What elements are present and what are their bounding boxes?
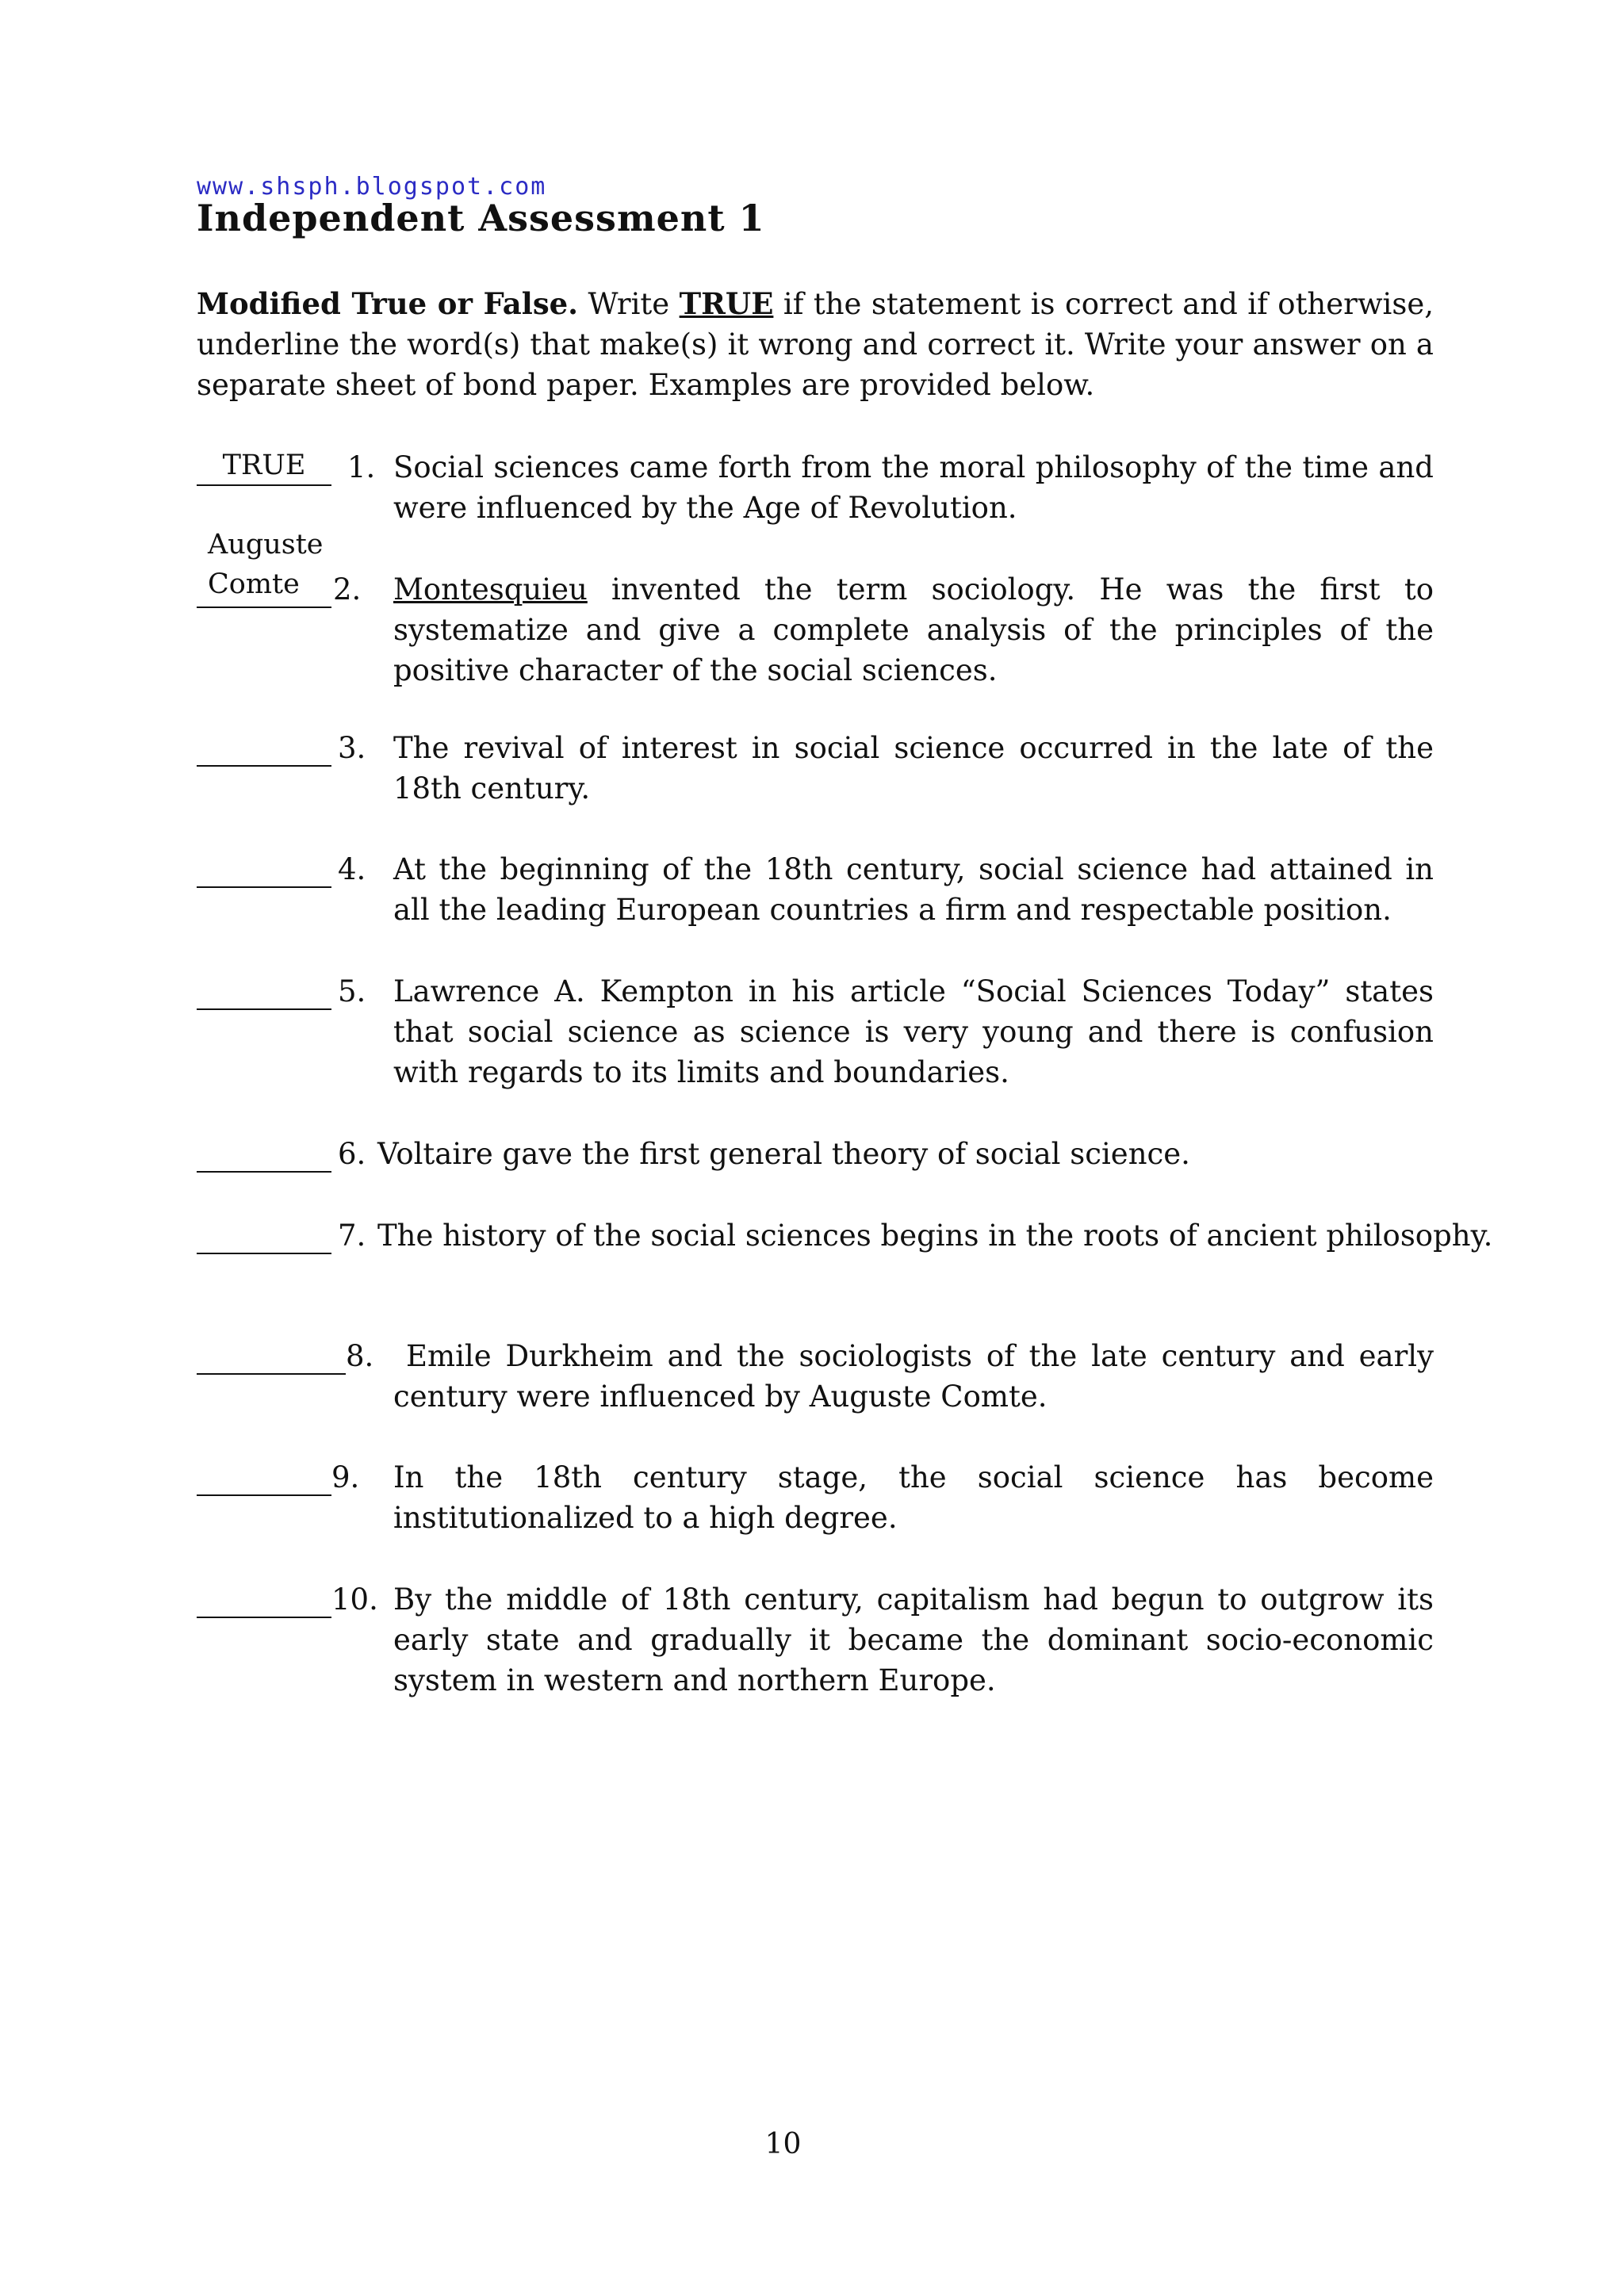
page-number: 10 xyxy=(764,2128,802,2160)
answer-line-1: Auguste xyxy=(208,529,324,561)
question-text-4: At the beginning of the 18th century, social science had attained in all the leading European countries a firm and respectable position. xyxy=(393,852,1434,927)
underlined-word: Montesquieu xyxy=(393,572,588,607)
question-text-7: The history of the social sciences begins in the roots of ancient philosophy. xyxy=(377,1219,1493,1253)
question-item-3 xyxy=(197,728,1434,809)
answer-blank-1: TRUE xyxy=(197,447,331,486)
answer-blank-3 xyxy=(197,728,331,767)
question-text-8: Emile Durkheim and the sociologists of the late century and early century were influenced by Auguste Comte. xyxy=(393,1339,1434,1414)
question-number-6: 6. xyxy=(338,1137,366,1171)
answer-blank-10 xyxy=(197,1579,331,1618)
question-number-5: 5. xyxy=(338,974,366,1008)
answer-blank-2 xyxy=(197,580,331,608)
question-item-4 xyxy=(197,849,1434,930)
instructions-part1: Write xyxy=(578,287,680,321)
site-url[interactable]: www.shsph.blogspot.com xyxy=(197,173,547,201)
question-number-10: 10. xyxy=(331,1582,378,1617)
question-text-9: In the 18th century stage, the social science has become institutionalized to a high degree. xyxy=(393,1460,1434,1535)
question-text-3: The revival of interest in social science occurred in the late of the 18th century. xyxy=(393,731,1434,806)
question-number-4: 4. xyxy=(338,852,366,886)
answer-blank-5 xyxy=(197,971,331,1010)
instructions xyxy=(197,284,1434,405)
question-item-7 xyxy=(197,1215,1493,1256)
question-item-1 xyxy=(197,447,1434,528)
question-text-5: Lawrence A. Kempton in his article “Social Sciences Today” states that social science as science is very young and there is confusion with regards to its limits and boundaries. xyxy=(393,974,1434,1089)
instructions-part2: if the statement is correct and if otherwise, underline the word(s) that make(s) it wrong and correct it. Write your answer on a separate sheet of bond paper. Examples are provided below. xyxy=(197,287,1434,402)
question-text-6: Voltaire gave the first general theory of social science. xyxy=(377,1137,1190,1171)
question-item-10 xyxy=(197,1579,1434,1701)
question-number-2: 2. xyxy=(333,572,362,607)
question-number-7: 7. xyxy=(338,1219,366,1253)
question-text-10: By the middle of 18th century, capitalism had begun to outgrow its early state and gradually it became the dominant socio-economic system in western and northern Europe. xyxy=(393,1582,1434,1697)
instructions-lead: Modified True or False. xyxy=(197,286,579,321)
answer-blank-7 xyxy=(197,1215,331,1254)
page-title: Independent Assessment 1 xyxy=(197,197,765,239)
question-item-8 xyxy=(197,1336,1434,1417)
answer-line-2: Comte xyxy=(208,568,300,600)
answer-blank-9 xyxy=(197,1457,331,1496)
answer-blank-6 xyxy=(197,1134,331,1173)
answer-blank-4 xyxy=(197,849,331,888)
question-text-1: Social sciences came forth from the moral philosophy of the time and were influenced by the Age of Revolution. xyxy=(393,450,1434,525)
question-number-9: 9. xyxy=(331,1460,360,1494)
question-number-1: 1. xyxy=(347,450,376,484)
question-item-9 xyxy=(197,1457,1434,1538)
question-item-6 xyxy=(197,1134,1434,1174)
answer-blank-8 xyxy=(197,1336,346,1375)
question-number-3: 3. xyxy=(338,731,366,765)
question-item-2 xyxy=(197,569,1434,691)
question-number-8: 8. xyxy=(346,1339,374,1373)
instructions-keyword: TRUE xyxy=(679,286,774,321)
question-item-5 xyxy=(197,971,1434,1093)
question-text-2: Montesquieu invented the term sociology. He was the first to systematize and give a complete analysis of the principles of the positive character of the social sciences. xyxy=(393,572,1434,687)
